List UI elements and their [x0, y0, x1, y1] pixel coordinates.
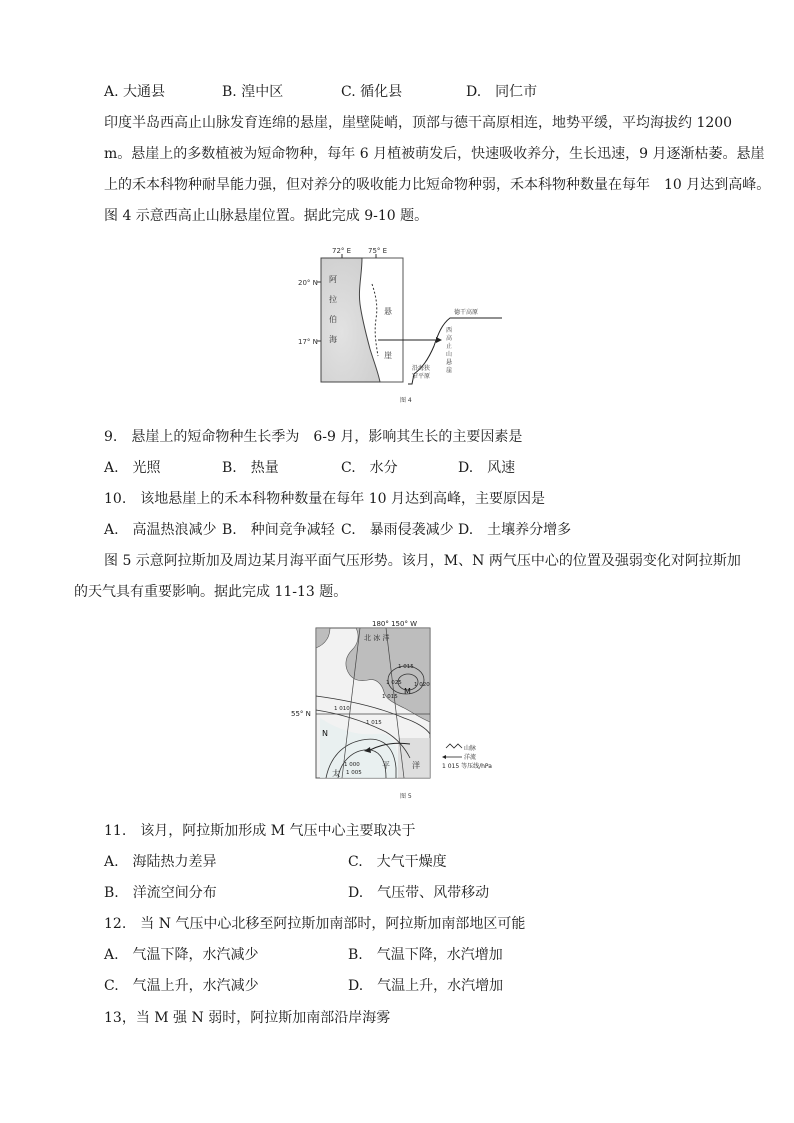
passage2-line2: 的天气具有重要影响。据此完成 11-13 题。: [74, 584, 348, 600]
q12-option-c: C. 气温上升，水汽减少: [104, 978, 259, 994]
q13-stem: 13，当 M 强 N 弱时，阿拉斯加南部沿岸海雾: [104, 1010, 391, 1026]
q11-stem: 11. 该月，阿拉斯加形成 M 气压中心主要取决于: [104, 823, 416, 839]
q10-stem: 10. 该地悬崖上的禾本科物种数量在每年 10 月达到高峰，主要原因是: [104, 491, 545, 507]
q11-option-b: B. 洋流空间分布: [104, 885, 217, 901]
lat55-label: 55° N: [291, 710, 311, 718]
pacific-char-2: 平: [382, 761, 390, 770]
coastal-label-1: 沿海狭: [412, 365, 431, 372]
q9-option-d: D. 风速: [458, 460, 516, 476]
coastal-label-2: 窄平原: [412, 373, 431, 380]
isobar-label-1005: 1 005: [346, 770, 362, 776]
lat-20-label: 20° N: [298, 279, 318, 287]
isobar-label-1000: 1 000: [344, 762, 360, 768]
legend-isobar-label: 1 015 等压线/hPa: [442, 763, 492, 770]
q10-option-c: C. 暴雨侵袭减少: [341, 522, 454, 538]
figure-4-map: [296, 244, 508, 414]
sea-char-2: 拉: [329, 295, 337, 304]
q11-option-d: D. 气压带、风带移动: [348, 885, 490, 901]
q8-option-b: B. 湟中区: [222, 84, 284, 100]
legend-current-label: 洋流: [464, 754, 477, 761]
passage1-line2: m。悬崖上的多数植被为短命物种，每年 6 月植被萌发后，快速吸收养分，生长迅速，9 月逐渐枯萎。悬崖: [104, 146, 765, 162]
pacific-char-1: 太: [332, 769, 340, 778]
wg-char-4: 山: [446, 351, 453, 358]
wg-char-2: 高: [446, 335, 453, 342]
wg-char-3: 止: [446, 343, 453, 350]
isobar-label-1020: 1 020: [414, 682, 430, 688]
sea-char-3: 伯: [329, 315, 337, 324]
q9-option-b: B. 热量: [222, 460, 279, 476]
sea-char-1: 阿: [329, 275, 337, 284]
q11-option-a: A. 海陆热力差异: [104, 854, 217, 870]
q8-option-d: D. 同仁市: [466, 84, 538, 100]
fig4-caption: 图 4: [400, 397, 412, 404]
lon-75-label: 75° E: [368, 247, 388, 255]
q10-option-b: B. 种间竞争减轻: [222, 522, 335, 538]
q9-option-a: A. 光照: [104, 460, 161, 476]
q12-option-a: A. 气温下降，水汽减少: [104, 947, 259, 963]
q8-option-c: C. 循化县: [341, 84, 403, 100]
isobar-label-1015b: 1 015: [382, 694, 398, 700]
q9-option-c: C. 水分: [341, 460, 398, 476]
q9-stem: 9. 悬崖上的短命物种生长季为 6-9 月，影响其生长的主要因素是: [104, 429, 523, 445]
wg-char-5: 悬: [446, 359, 453, 366]
cliff-char-1: 悬: [384, 307, 392, 316]
wg-char-6: 崖: [446, 367, 453, 374]
q12-option-d: D. 气温上升，水汽增加: [348, 978, 504, 994]
sea-char-4: 海: [329, 335, 337, 344]
n-center-label: N: [322, 729, 328, 738]
q10-option-a: A. 高温热浪减少: [104, 522, 217, 538]
isobar-label-1025: 1 025: [386, 680, 402, 686]
q12-option-b: B. 气温下降，水汽增加: [348, 947, 503, 963]
cliff-char-2: 崖: [384, 351, 392, 360]
legend-mountain-icon: [446, 744, 462, 748]
passage1-line3: 上的禾本科物种耐旱能力强，但对养分的吸收能力比短命物种弱，禾本科物种数量在每年 10 月达到高峰。: [104, 177, 771, 193]
lon-72-label: 72° E: [332, 247, 352, 255]
passage1-line1: 印度半岛西高止山脉发育连绵的悬崖，崖壁陡峭，顶部与德干高原相连，地势平缓，平均海拔约 1200: [104, 115, 733, 131]
lat-17-label: 17° N: [298, 338, 318, 346]
legend-mountain-label: 山脉: [464, 745, 477, 752]
isobar-label-1015c: 1 015: [366, 720, 382, 726]
passage1-line4: 图 4 示意西高止山脉悬崖位置。据此完成 9-10 题。: [104, 208, 429, 224]
isobar-label-1015a: 1 015: [398, 664, 414, 670]
q10-option-d: D. 土壤养分增多: [458, 522, 572, 538]
lon5-label: 180° 150° W: [372, 620, 418, 628]
passage2-line1: 图 5 示意阿拉斯加及周边某月海平面气压形势。该月，M、N 两气压中心的位置及强弱变化对阿拉斯加: [104, 553, 741, 569]
deccan-label: 德干高原: [454, 309, 479, 316]
q11-option-c: C. 大气干燥度: [348, 854, 447, 870]
fig5-caption: 图 5: [400, 793, 412, 800]
m-center-label: M: [404, 687, 411, 696]
q12-stem: 12. 当 N 气压中心北移至阿拉斯加南部时，阿拉斯加南部地区可能: [104, 916, 526, 932]
isobar-label-1010: 1 010: [334, 706, 350, 712]
arctic-label: 北 冰 洋: [364, 634, 390, 642]
pacific-char-3: 洋: [412, 761, 420, 770]
figure-5-map: [286, 618, 526, 806]
q8-option-a: A. 大通县: [104, 84, 166, 100]
wg-char-1: 西: [446, 327, 453, 334]
